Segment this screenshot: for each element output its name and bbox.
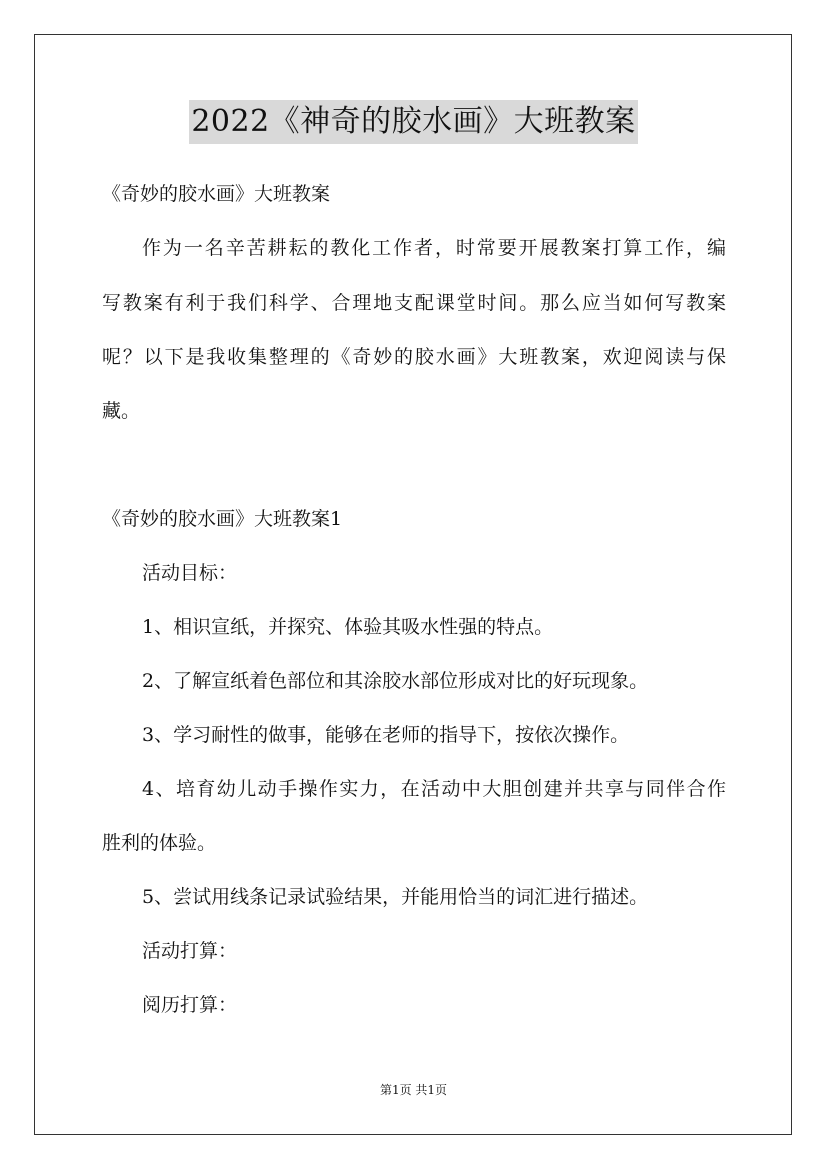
page-footer: 第1页 共1页 — [379, 1083, 448, 1097]
objective-item-4-line-2: 胜利的体验。 — [102, 832, 217, 854]
intro-paragraph-line-2: 写教案有利于我们科学、合理地支配课堂时间。那么应当如何写教案 — [102, 292, 726, 314]
document-title: 2022《神奇的胶水画》大班教案 — [189, 100, 637, 144]
title-container — [0, 100, 827, 144]
objective-item-5: 5、尝试用线条记录试验结果，并能用恰当的词汇进行描述。 — [142, 886, 649, 908]
objective-item-4-line-1: 4、培育幼儿动手操作实力，在活动中大胆创建并共享与同伴合作 — [142, 778, 726, 800]
section-heading: 《奇妙的胶水画》大班教案 — [102, 183, 331, 205]
objective-item-3: 3、学习耐性的做事，能够在老师的指导下，按依次操作。 — [142, 724, 630, 746]
experience-preparation-label: 阅历打算： — [142, 994, 238, 1016]
lesson-plan-heading: 《奇妙的胶水画》大班教案1 — [102, 508, 343, 530]
preparation-label: 活动打算： — [142, 940, 238, 962]
intro-paragraph-line-1: 作为一名辛苦耕耘的教化工作者，时常要开展教案打算工作，编 — [142, 237, 726, 259]
intro-paragraph-line-3: 呢？以下是我收集整理的《奇妙的胶水画》大班教案，欢迎阅读与保 — [102, 346, 726, 368]
objectives-label: 活动目标： — [142, 562, 238, 584]
objective-item-1: 1、相识宣纸，并探究、体验其吸水性强的特点。 — [142, 616, 554, 638]
objective-item-2: 2、了解宣纸着色部位和其涂胶水部位形成对比的好玩现象。 — [142, 670, 649, 692]
intro-paragraph-line-4: 藏。 — [102, 400, 141, 422]
